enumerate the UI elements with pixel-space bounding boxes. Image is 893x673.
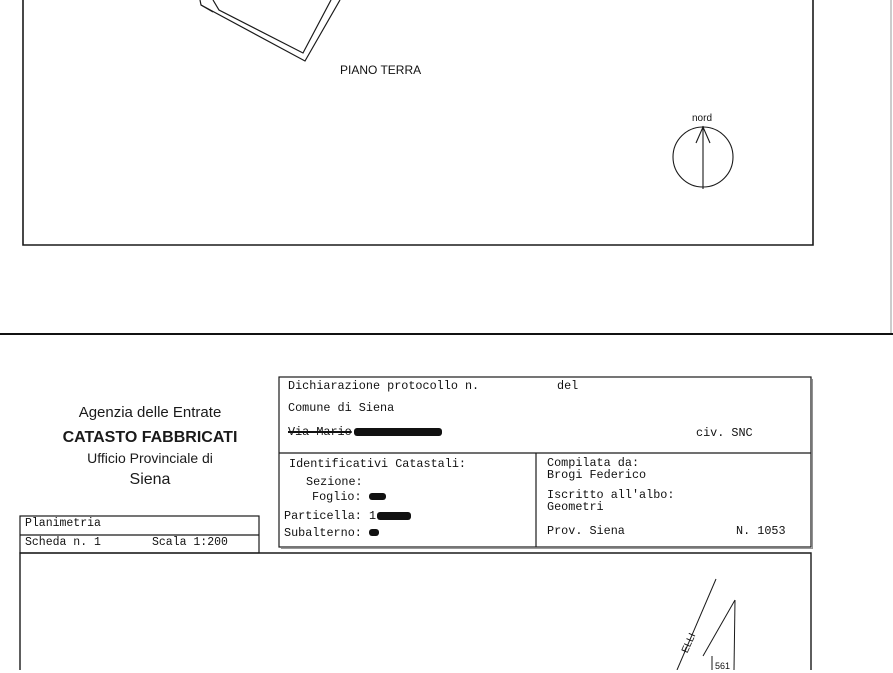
compiler-heading: Compilata da:	[547, 456, 640, 470]
floor-plan-fragment	[200, 0, 340, 61]
parcel-number-label: 561	[715, 661, 731, 671]
north-label: nord	[692, 113, 713, 124]
floor-label: PIANO TERRA	[340, 63, 422, 77]
plan-scale: Scala 1:200	[152, 536, 228, 549]
parcel-value: 1	[368, 509, 377, 523]
address-text: Via Mario	[288, 425, 352, 439]
plan-sheet-number: Scheda n. 1	[25, 536, 101, 549]
address-line	[288, 425, 442, 439]
civic-number: civ. SNC	[696, 426, 753, 440]
street-label: ELLI	[679, 631, 699, 655]
office-name: Ufficio Provinciale di	[87, 450, 213, 466]
sheet-field	[312, 490, 386, 504]
compiler-name: Brogi Federico	[547, 468, 647, 482]
sheet-label: Foglio:	[312, 490, 362, 504]
register-value: Geometri	[547, 500, 604, 514]
date-label: del	[557, 379, 579, 393]
agency-name: Agenzia delle Entrate	[78, 404, 222, 421]
north-arrow-icon	[673, 126, 733, 189]
redaction-mark	[354, 428, 442, 436]
subaltern-label: Subalterno:	[284, 526, 362, 540]
parcel-field	[284, 509, 411, 523]
subaltern-field	[284, 526, 379, 540]
municipality: Comune di Siena	[288, 401, 395, 415]
site-plan-fragment	[677, 579, 735, 670]
protocol-label: Dichiarazione protocollo n.	[288, 379, 480, 393]
redaction-mark	[369, 493, 386, 500]
register-label: Iscritto all'albo:	[547, 488, 675, 502]
office-city: Siena	[129, 471, 171, 488]
registry-title: CATASTO FABBRICATI	[62, 429, 238, 446]
province: Prov. Siena	[547, 524, 625, 538]
parcel-label: Particella:	[284, 509, 362, 523]
identifiers-heading: Identificativi Catastali:	[289, 457, 466, 471]
redaction-mark	[377, 512, 411, 520]
redaction-mark	[369, 529, 379, 536]
section-label: Sezione:	[306, 475, 363, 489]
register-number: N. 1053	[736, 524, 786, 538]
plan-title: Planimetria	[25, 517, 101, 530]
